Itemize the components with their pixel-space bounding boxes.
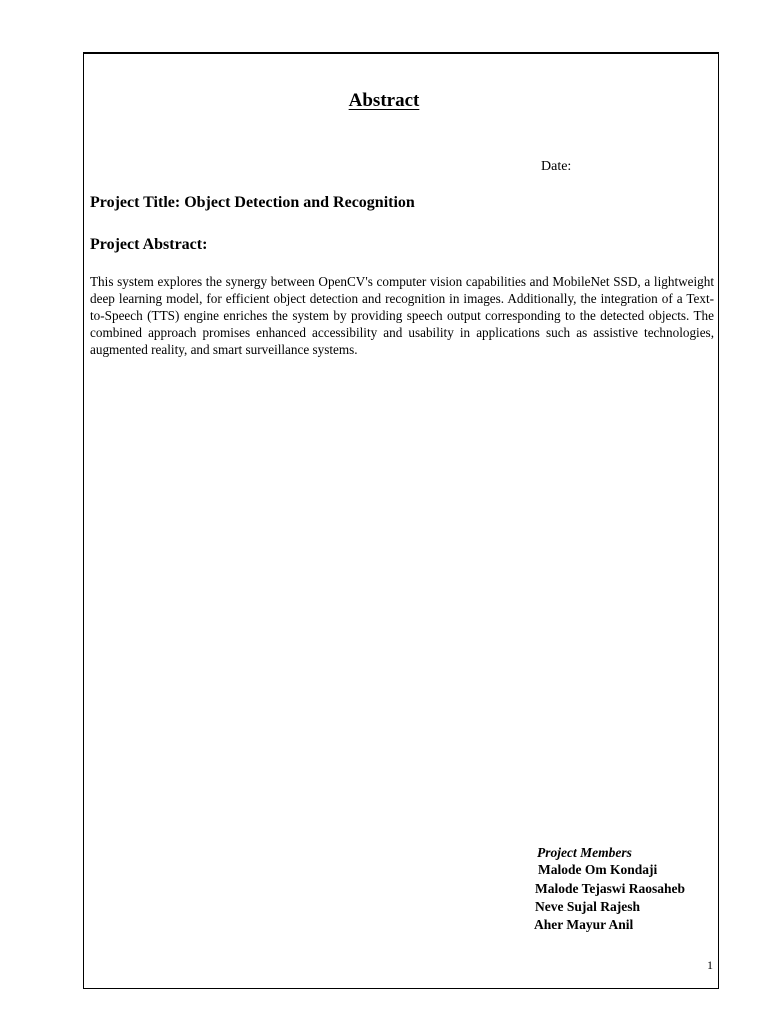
page-heading: Abstract bbox=[348, 90, 420, 111]
member-name: Malode Om Kondaji bbox=[538, 862, 658, 877]
page-number: 1 bbox=[707, 958, 713, 972]
project-title: Project Title: Object Detection and Recognition bbox=[90, 194, 415, 211]
abstract-body: This system explores the synergy between OpenCV's computer vision capabilities and MobileNet SSD, a lightweight deep learning model, for efficient object detection and recognition in images. Additionally, the integration of a Text-to-Speech (TTS) engine enriches the system by providing speech output corresponding to the detected objects. The combined approach promises enhanced accessibility and usability in applications such as assistive technologies, augmented reality, and smart surveillance systems. bbox=[90, 274, 714, 357]
member-name: Malode Tejaswi Raosaheb bbox=[535, 881, 686, 896]
member-name: Aher Mayur Anil bbox=[534, 917, 634, 932]
members-label: Project Members bbox=[537, 845, 632, 860]
date-label: Date: bbox=[541, 159, 572, 174]
member-name: Neve Sujal Rajesh bbox=[535, 899, 640, 914]
abstract-label: Project Abstract: bbox=[90, 236, 208, 253]
